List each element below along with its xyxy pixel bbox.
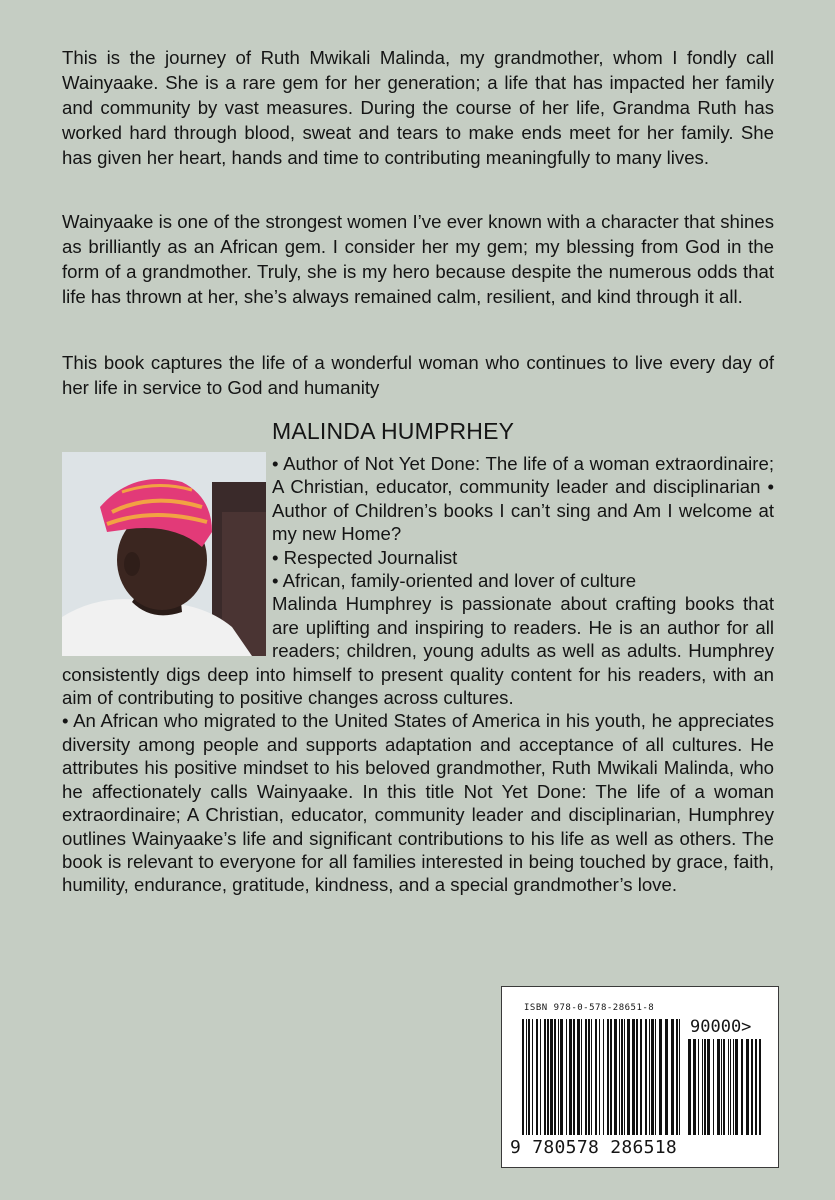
barcode-bar bbox=[707, 1039, 710, 1135]
barcode-bar bbox=[526, 1019, 527, 1135]
barcode-bar bbox=[528, 1019, 530, 1135]
barcode-bar bbox=[755, 1039, 757, 1135]
bio-line-1: • Author of Not Yet Done: The life of a woman extraordinaire; A Christian, educator, community leader and disciplinarian • Author of Children’s books I can’t sing and Am I welcome at my new Home? bbox=[272, 453, 774, 545]
barcode-addon-bars bbox=[688, 1039, 764, 1139]
author-name: MALINDA HUMPRHEY bbox=[272, 418, 515, 444]
barcode-bar bbox=[532, 1019, 533, 1135]
author-bio bbox=[62, 452, 774, 897]
barcode-bar bbox=[723, 1039, 725, 1135]
barcode-bar bbox=[746, 1039, 749, 1135]
barcode-bar bbox=[640, 1019, 642, 1135]
barcode-bar bbox=[659, 1019, 662, 1135]
barcode-bar bbox=[702, 1039, 703, 1135]
barcode-bar bbox=[728, 1039, 729, 1135]
barcode-bar bbox=[713, 1039, 714, 1135]
bio-line-4: Malinda Humphrey is passionate about crafting books that are uplifting and inspiring to readers. He is an author for all readers; children, young adults as well as adults. Humphrey consistently digs deep into himself to present quality content for his readers, with an aim of contributing to positive changes across cultures. bbox=[62, 593, 774, 709]
barcode-bar bbox=[573, 1019, 575, 1135]
author-photo bbox=[62, 452, 266, 656]
barcode-bar bbox=[671, 1019, 674, 1135]
barcode-bars bbox=[522, 1019, 682, 1139]
barcode-bar bbox=[603, 1019, 604, 1135]
isbn-barcode bbox=[501, 986, 779, 1168]
barcode-bar bbox=[733, 1039, 734, 1135]
barcode-bar bbox=[560, 1019, 563, 1135]
blurb-paragraph-2: Wainyaake is one of the strongest women I’ve ever known with a character that shines as brilliantly as an African gem. I consider her my gem; my blessing from God in the form of a grandmother. Truly, she is my hero because despite the numerous odds that life has thrown at her, she’s always remained calm, resilient, and kind through it all. bbox=[62, 211, 774, 307]
barcode-bar bbox=[741, 1039, 743, 1135]
barcode-bar bbox=[632, 1019, 635, 1135]
barcode-bar bbox=[627, 1019, 630, 1135]
barcode-bar bbox=[547, 1019, 549, 1135]
blurb-paragraph-1: This is the journey of Ruth Mwikali Malinda, my grandmother, whom I fondly call Wainyaake. She is a rare gem for her generation; a life that has impacted her family and community by vast measures. During the course of her life, Grandma Ruth has worked hard through blood, sweat and tears to make ends meet for her family. She has given her heart, hands and time to contributing meaningfully to many lives. bbox=[62, 47, 774, 168]
barcode-bar bbox=[693, 1039, 696, 1135]
barcode-bar bbox=[536, 1019, 538, 1135]
barcode-bar bbox=[759, 1039, 761, 1135]
bio-line-5: • An African who migrated to the United States of America in his youth, he appreciates diversity among people and supports adaptation and acceptance of all cultures. He attributes his positive mindset to his beloved grandmother, Ruth Mwikali Malinda, who he affectionately calls Wainyaake. In this title Not Yet Done: The life of a woman extraordinaire; A Christian, educator, community leader and disciplinarian, Humphrey outlines Wainyaake’s life and significant contributions to his life as well as others. The book is relevant to everyone for all families interested in being touched by grace, faith, humility, endurance, gratitude, kindness, and a special grandmother’s love. bbox=[62, 710, 774, 896]
barcode-bar bbox=[730, 1039, 731, 1135]
barcode-bar bbox=[751, 1039, 753, 1135]
barcode-bar bbox=[665, 1019, 668, 1135]
barcode-bar bbox=[522, 1019, 524, 1135]
isbn-label: ISBN 978-0-578-28651-8 bbox=[524, 1003, 655, 1013]
barcode-bar bbox=[645, 1019, 647, 1135]
barcode-bar bbox=[614, 1019, 617, 1135]
barcode-bar bbox=[566, 1019, 567, 1135]
barcode-bar bbox=[588, 1019, 590, 1135]
bio-line-3: • African, family-oriented and lover of culture bbox=[272, 570, 637, 592]
barcode-bar bbox=[679, 1019, 680, 1135]
barcode-bar bbox=[591, 1019, 592, 1135]
barcode-bar bbox=[599, 1019, 600, 1135]
barcode-bar bbox=[619, 1019, 620, 1135]
barcode-bar bbox=[649, 1019, 650, 1135]
barcode-bar bbox=[636, 1019, 638, 1135]
barcode-bar bbox=[550, 1019, 553, 1135]
bio-line-2: • Respected Journalist bbox=[272, 546, 458, 568]
ean-digits: 9 780578 286518 bbox=[510, 1137, 678, 1158]
barcode-bar bbox=[581, 1019, 582, 1135]
barcode-bar bbox=[607, 1019, 609, 1135]
barcode-bar bbox=[698, 1039, 699, 1135]
price-code: 90000> bbox=[690, 1017, 752, 1037]
barcode-bar bbox=[655, 1019, 656, 1135]
barcode-bar bbox=[610, 1019, 612, 1135]
barcode-bar bbox=[544, 1019, 546, 1135]
barcode-bar bbox=[624, 1019, 625, 1135]
barcode-bar bbox=[554, 1019, 556, 1135]
barcode-bar bbox=[651, 1019, 654, 1135]
barcode-bar bbox=[569, 1019, 572, 1135]
barcode-bar bbox=[595, 1019, 597, 1135]
barcode-bar bbox=[540, 1019, 541, 1135]
barcode-bar bbox=[577, 1019, 580, 1135]
barcode-bar bbox=[585, 1019, 587, 1135]
blurb-paragraph-3: This book captures the life of a wonderful woman who continues to live every day of her life in service to God and humanity bbox=[62, 352, 774, 398]
barcode-bar bbox=[704, 1039, 706, 1135]
barcode-bar bbox=[621, 1019, 623, 1135]
barcode-bar bbox=[688, 1039, 691, 1135]
barcode-bar bbox=[735, 1039, 738, 1135]
barcode-bar bbox=[558, 1019, 559, 1135]
barcode-bar bbox=[721, 1039, 722, 1135]
barcode-bar bbox=[676, 1019, 678, 1135]
barcode-bar bbox=[717, 1039, 720, 1135]
